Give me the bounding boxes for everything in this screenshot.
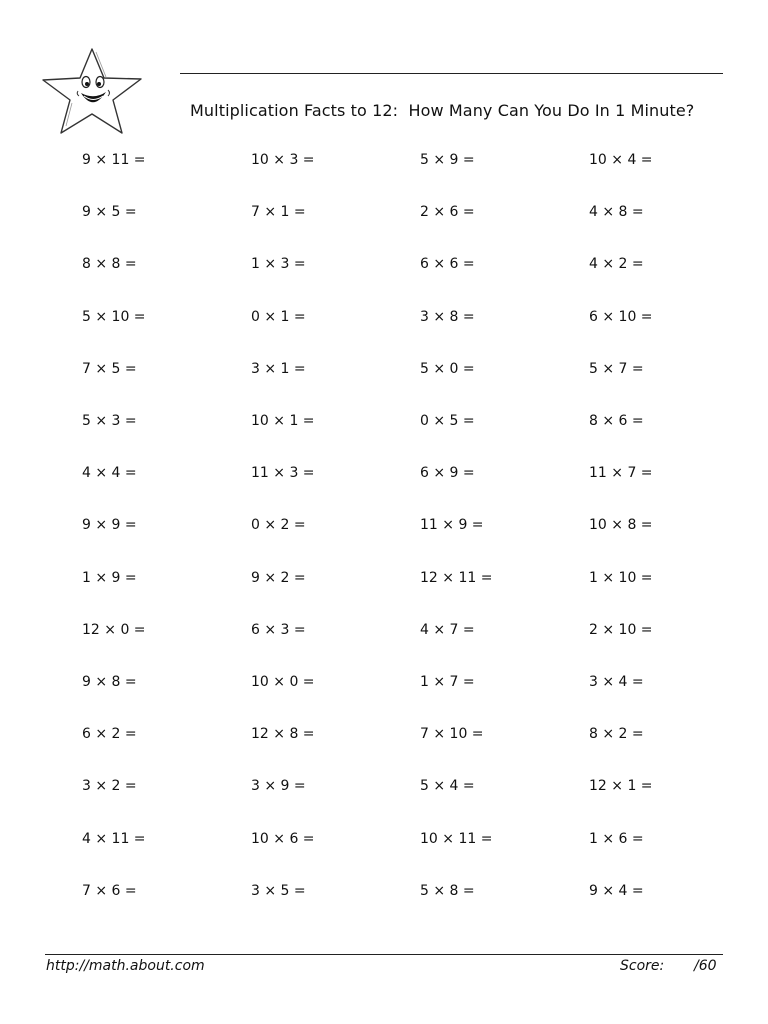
problem-item: 9 × 8 = — [82, 674, 137, 690]
problem-item: 6 × 2 = — [82, 726, 137, 742]
problem-item: 5 × 10 = — [82, 309, 146, 325]
problem-item: 8 × 6 = — [589, 413, 644, 429]
problem-item: 3 × 1 = — [251, 361, 306, 377]
problem-item: 4 × 2 = — [589, 256, 644, 272]
score-label: Score: — [620, 958, 665, 974]
problem-item: 4 × 7 = — [420, 622, 475, 638]
problem-item: 0 × 2 = — [251, 517, 306, 533]
problem-item: 6 × 6 = — [420, 256, 475, 272]
problem-item: 12 × 11 = — [420, 570, 493, 586]
problem-item: 9 × 2 = — [251, 570, 306, 586]
problem-item: 9 × 5 = — [82, 204, 137, 220]
problem-item: 9 × 11 = — [82, 152, 146, 168]
problem-item: 8 × 2 = — [589, 726, 644, 742]
problem-item: 1 × 9 = — [82, 570, 137, 586]
score-total: /60 — [694, 958, 717, 974]
problem-item: 0 × 5 = — [420, 413, 475, 429]
header-rule — [180, 73, 723, 74]
footer-rule — [45, 954, 723, 955]
problem-item: 10 × 3 = — [251, 152, 315, 168]
problem-item: 6 × 10 = — [589, 309, 653, 325]
problem-item: 11 × 7 = — [589, 465, 653, 481]
problem-item: 3 × 9 = — [251, 778, 306, 794]
problem-item: 5 × 9 = — [420, 152, 475, 168]
smiling-star-icon — [40, 46, 144, 136]
worksheet-title: Multiplication Facts to 12: How Many Can You Do In 1 Minute? — [190, 101, 695, 120]
problem-item: 1 × 6 = — [589, 831, 644, 847]
problem-item: 2 × 10 = — [589, 622, 653, 638]
problem-item: 7 × 6 = — [82, 883, 137, 899]
problem-item: 9 × 9 = — [82, 517, 137, 533]
problem-item: 10 × 8 = — [589, 517, 653, 533]
problem-item: 3 × 8 = — [420, 309, 475, 325]
problem-item: 11 × 9 = — [420, 517, 484, 533]
problem-item: 2 × 6 = — [420, 204, 475, 220]
problem-item: 7 × 5 = — [82, 361, 137, 377]
problem-item: 6 × 3 = — [251, 622, 306, 638]
problem-item: 11 × 3 = — [251, 465, 315, 481]
problem-item: 5 × 3 = — [82, 413, 137, 429]
problem-item: 1 × 3 = — [251, 256, 306, 272]
problem-item: 10 × 1 = — [251, 413, 315, 429]
problem-item: 4 × 8 = — [589, 204, 644, 220]
problem-item: 6 × 9 = — [420, 465, 475, 481]
problem-item: 12 × 0 = — [82, 622, 146, 638]
problem-item: 1 × 7 = — [420, 674, 475, 690]
problem-item: 12 × 8 = — [251, 726, 315, 742]
problem-item: 5 × 7 = — [589, 361, 644, 377]
source-url: http://math.about.com — [46, 958, 205, 974]
problem-item: 10 × 11 = — [420, 831, 493, 847]
problem-item: 7 × 1 = — [251, 204, 306, 220]
problem-item: 10 × 6 = — [251, 831, 315, 847]
problem-item: 8 × 8 = — [82, 256, 137, 272]
problem-item: 5 × 8 = — [420, 883, 475, 899]
problem-item: 10 × 4 = — [589, 152, 653, 168]
problem-item: 9 × 4 = — [589, 883, 644, 899]
problem-item: 12 × 1 = — [589, 778, 653, 794]
problem-item: 3 × 4 = — [589, 674, 644, 690]
problem-item: 3 × 2 = — [82, 778, 137, 794]
problem-item: 0 × 1 = — [251, 309, 306, 325]
problem-item: 5 × 4 = — [420, 778, 475, 794]
problem-item: 4 × 11 = — [82, 831, 146, 847]
problem-item: 1 × 10 = — [589, 570, 653, 586]
problem-item: 3 × 5 = — [251, 883, 306, 899]
problem-item: 7 × 10 = — [420, 726, 484, 742]
problem-item: 4 × 4 = — [82, 465, 137, 481]
problem-item: 10 × 0 = — [251, 674, 315, 690]
problem-item: 5 × 0 = — [420, 361, 475, 377]
